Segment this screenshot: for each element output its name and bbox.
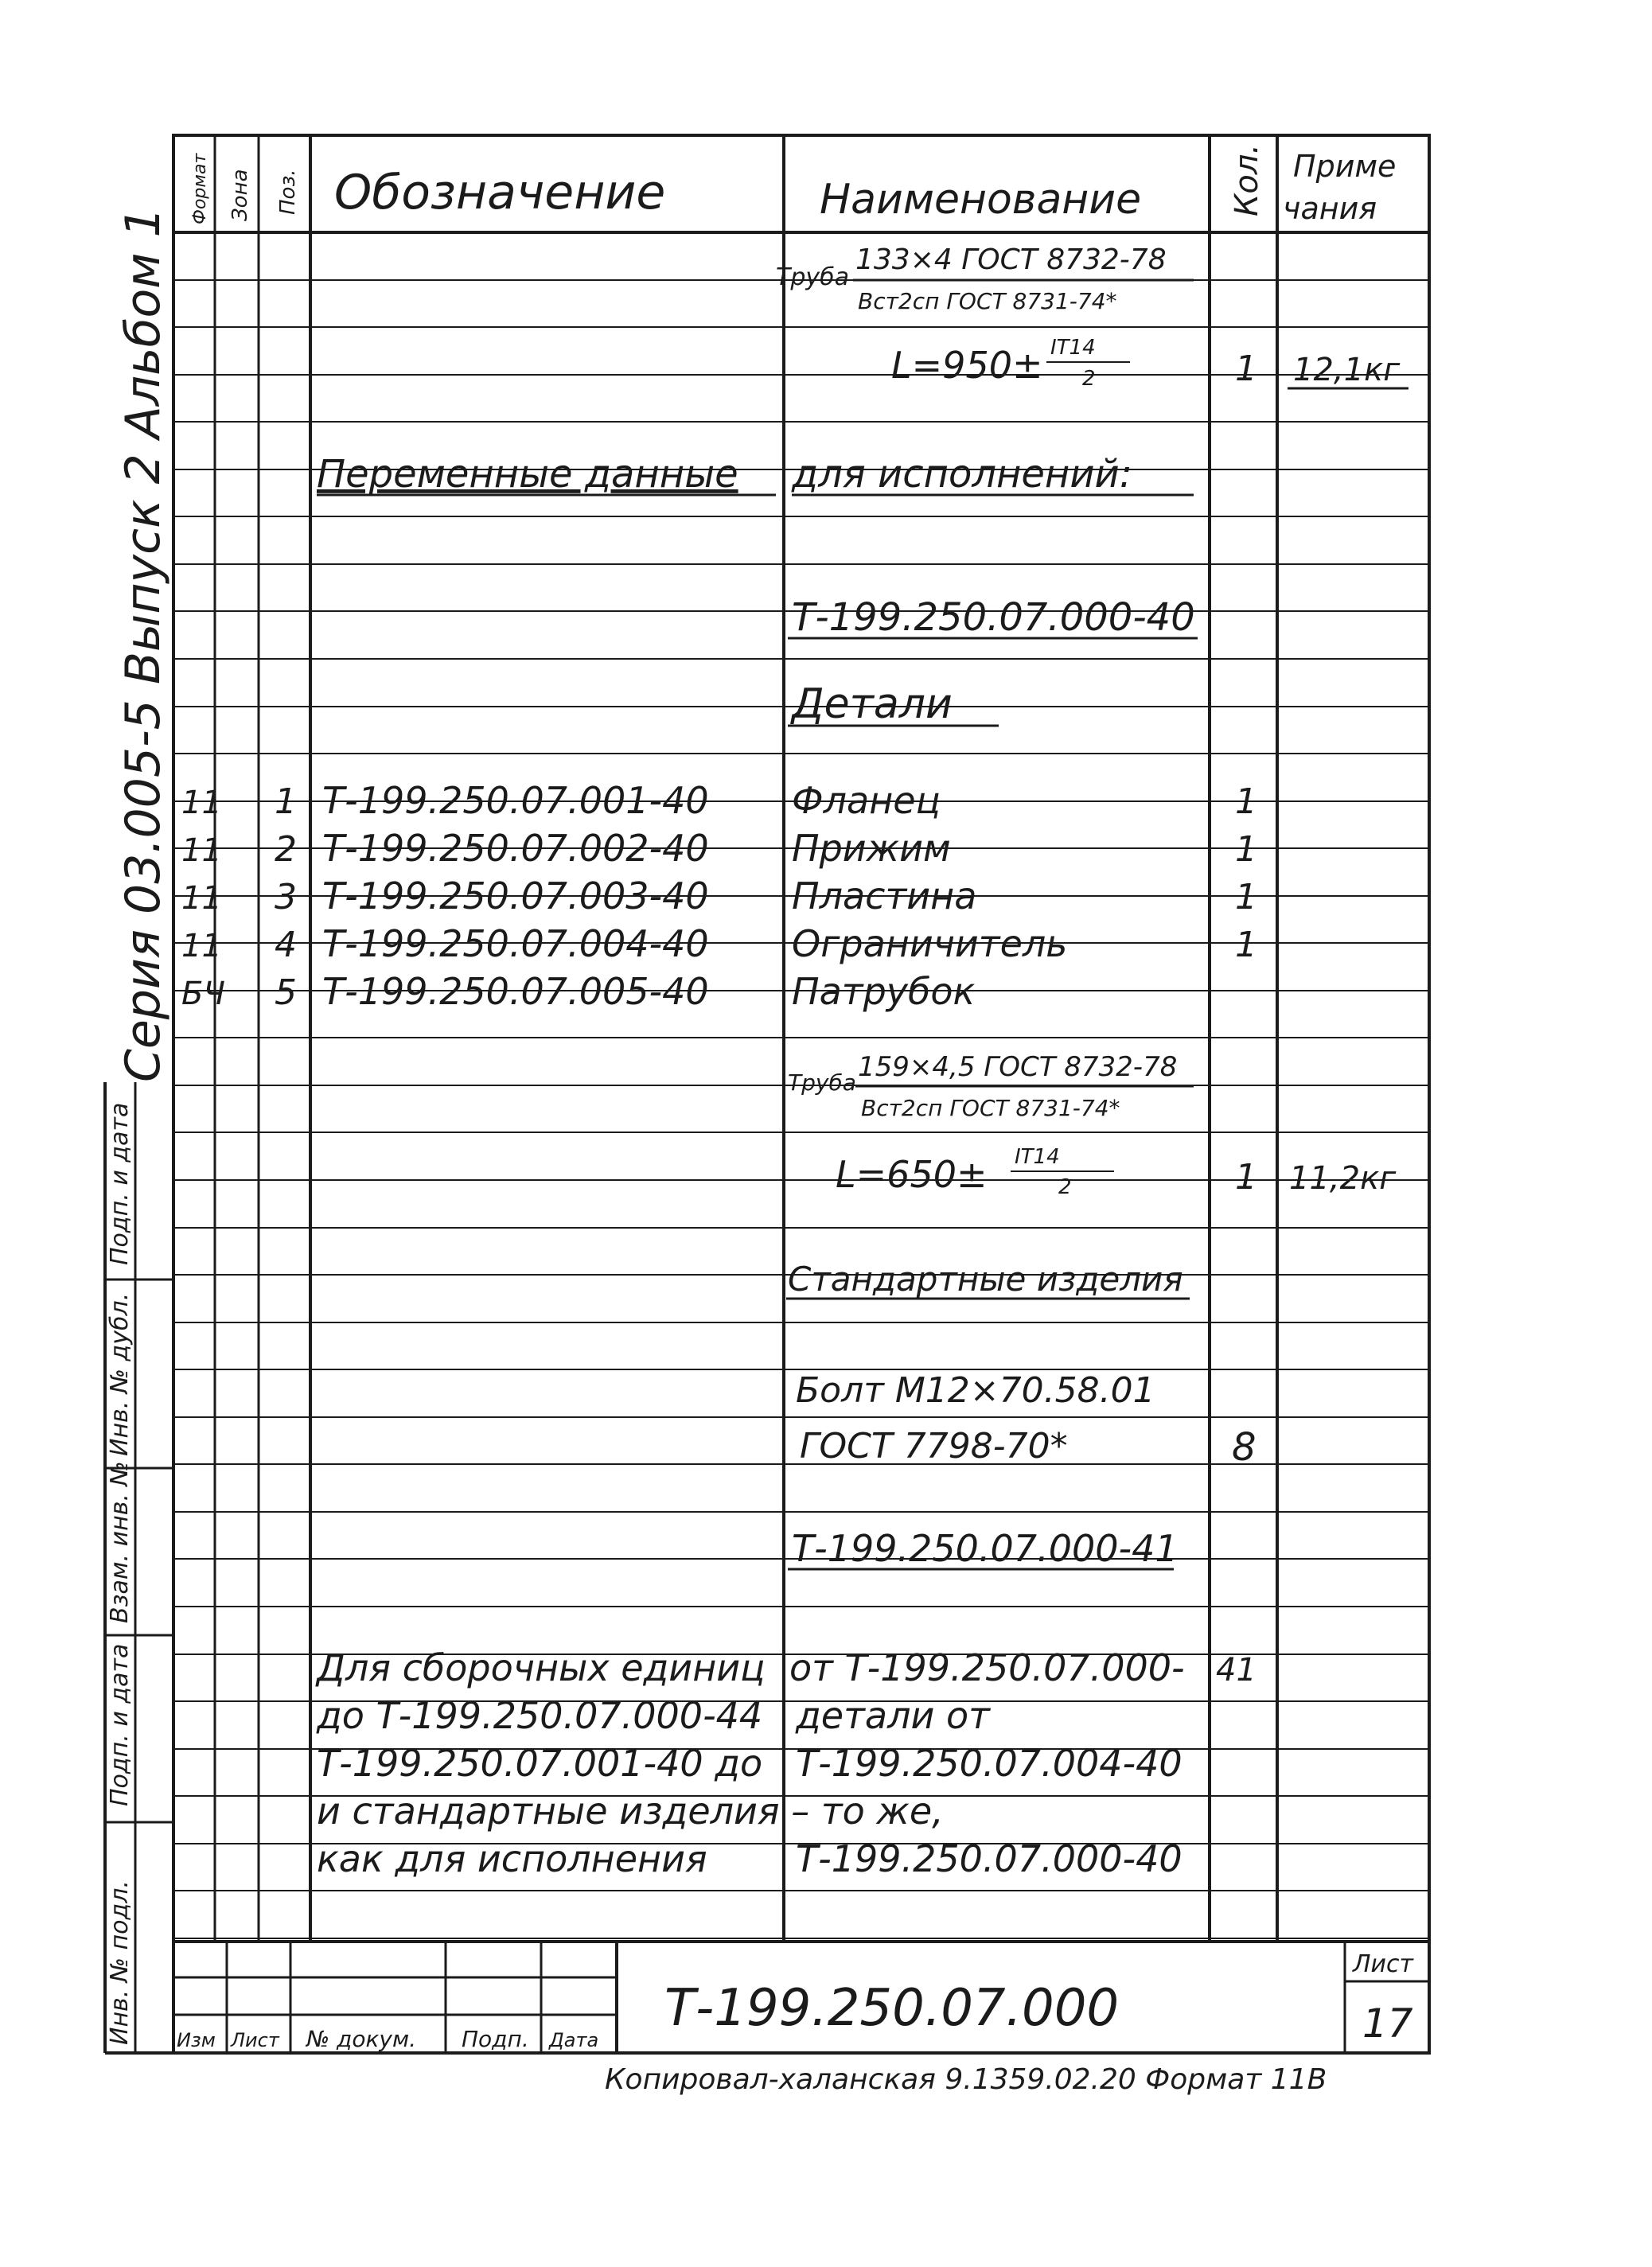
pipe-1-denominator: Вст2сп ГОСТ 8731-74* (858, 288, 1117, 314)
variant-40-heading: Т-199.250.07.000-40 (792, 595, 1195, 640)
variable-right: для исполнений: (792, 452, 1132, 497)
pipe-1-prefix: Труба (776, 263, 850, 291)
part-pos: 4 (275, 925, 297, 965)
bolt-line-1: Болт М12×70.58.01 (796, 1370, 1155, 1411)
note-line-5-left: как для исполнения (317, 1837, 707, 1880)
note-line-4: и стандартные изделия – то же, (317, 1790, 944, 1833)
standard-heading: Стандартные изделия (788, 1260, 1183, 1299)
part-pos: 3 (275, 877, 297, 917)
pipe-2-numerator: 159×4,5 ГОСТ 8732-78 (858, 1051, 1178, 1083)
pipe-1-note: 12,1кг (1293, 352, 1401, 388)
part-designation: Т-199.250.07.002-40 (322, 827, 709, 870)
part-pos: 1 (275, 781, 297, 822)
footer-copyist: Копировал-халанская 9.1359.02.20 Формат 11В (605, 2063, 1327, 2096)
pipe-2-denominator: Вст2сп ГОСТ 8731-74* (861, 1095, 1120, 1121)
pipe-2-tol-den: 2 (1058, 1175, 1072, 1199)
pipe-2-note: 11,2кг (1289, 1160, 1397, 1197)
pipe-1-tol-num: IT14 (1050, 336, 1096, 360)
part-designation: Т-199.250.07.004-40 (322, 922, 709, 965)
variable-left: Переменные данные (317, 452, 738, 497)
part-format: 11 (181, 785, 222, 821)
bolt-qty: 8 (1232, 1425, 1257, 1470)
title-col-list: Лист (231, 2029, 279, 2051)
pipe-2-qty: 1 (1235, 1157, 1257, 1198)
part-qty: 1 (1235, 877, 1257, 917)
pipe-2 (788, 1051, 1397, 1199)
pipe-2-length: L=650± (836, 1153, 988, 1196)
side-stamp-5: Инв. № подл. (106, 1880, 134, 2045)
title-block (173, 1942, 1429, 2053)
pipe-1-length: L=950± (891, 344, 1043, 387)
note-line-5-right: Т-199.250.07.000-40 (796, 1837, 1183, 1880)
part-designation: Т-199.250.07.005-40 (322, 970, 709, 1013)
table-header (190, 144, 1396, 226)
note-block (315, 1646, 1257, 1880)
side-stamps (106, 1103, 134, 2045)
part-pos: 5 (275, 972, 297, 1013)
details-heading: Детали (792, 680, 953, 728)
row-lines (173, 280, 1429, 1938)
title-col-izm: Изм (177, 2029, 216, 2051)
title-col-doc: № докум. (306, 2026, 417, 2052)
note-line-2-right: детали от (796, 1694, 990, 1737)
side-title: Серия 03.005-5 Выпуск 2 Альбом 1 (115, 207, 171, 1082)
header-note-line2: чания (1283, 191, 1377, 226)
header-note-line1: Приме (1293, 149, 1397, 184)
note-line-3-left: Т-199.250.07.001-40 до (317, 1742, 763, 1785)
part-format: 11 (181, 928, 222, 964)
part-name: Пластина (792, 874, 977, 917)
header-qty: Кол. (1229, 143, 1265, 216)
title-col-sign: Подп. (462, 2026, 529, 2052)
part-pos: 2 (275, 829, 297, 870)
part-designation: Т-199.250.07.003-40 (322, 874, 709, 917)
header-pos: Поз. (276, 169, 300, 215)
side-stamp-4: Подп. и дата (106, 1643, 134, 1806)
header-zone: Зона (228, 169, 252, 221)
header-name: Наименование (820, 176, 1142, 224)
part-name: Патрубок (792, 970, 976, 1013)
pipe-1-numerator: 133×4 ГОСТ 8732-78 (855, 243, 1167, 276)
pipe-1 (776, 243, 1408, 391)
pipe-1-qty: 1 (1235, 349, 1257, 389)
side-stamp-3: Взам. инв. № (106, 1461, 134, 1623)
pipe-2-prefix: Труба (788, 1069, 856, 1096)
title-col-date: Дата (549, 2029, 599, 2051)
part-qty: 1 (1235, 829, 1257, 870)
header-designation: Обозначение (334, 165, 666, 220)
part-designation: Т-199.250.07.001-40 (322, 779, 709, 822)
note-line-3-right: Т-199.250.07.004-40 (796, 1742, 1183, 1785)
part-format: БЧ (181, 976, 225, 1012)
table-grid (105, 135, 1429, 2053)
part-name: Ограничитель (792, 922, 1068, 965)
sheet-number: 17 (1362, 2000, 1413, 2047)
header-format: Формат (190, 153, 210, 224)
part-name: Прижим (792, 827, 951, 870)
sheet-label: Лист (1353, 1950, 1414, 1978)
note-line-1-qty: 41 (1216, 1652, 1257, 1689)
side-stamp-1: Подп. и дата (106, 1102, 134, 1265)
part-format: 11 (181, 880, 222, 917)
title-code: Т-199.250.07.000 (664, 1979, 1120, 2038)
bolt-line-2: ГОСТ 7798-70* (800, 1426, 1068, 1467)
pipe-2-tol-num: IT14 (1015, 1145, 1060, 1169)
pipe-1-tol-den: 2 (1082, 367, 1096, 391)
part-name: Фланец (792, 779, 941, 822)
note-line-1-left: Для сборочных единиц (317, 1646, 766, 1689)
part-format: 11 (181, 832, 222, 869)
note-line-2-left: до Т-199.250.07.000-44 (317, 1694, 763, 1737)
part-qty: 1 (1235, 925, 1257, 965)
variable-data (317, 452, 1194, 497)
note-line-1-right: от Т-199.250.07.000- (789, 1646, 1185, 1689)
part-qty: 1 (1235, 781, 1257, 822)
variant-41-heading: Т-199.250.07.000-41 (792, 1527, 1179, 1570)
side-stamp-2: Инв. № дубл. (106, 1292, 134, 1456)
